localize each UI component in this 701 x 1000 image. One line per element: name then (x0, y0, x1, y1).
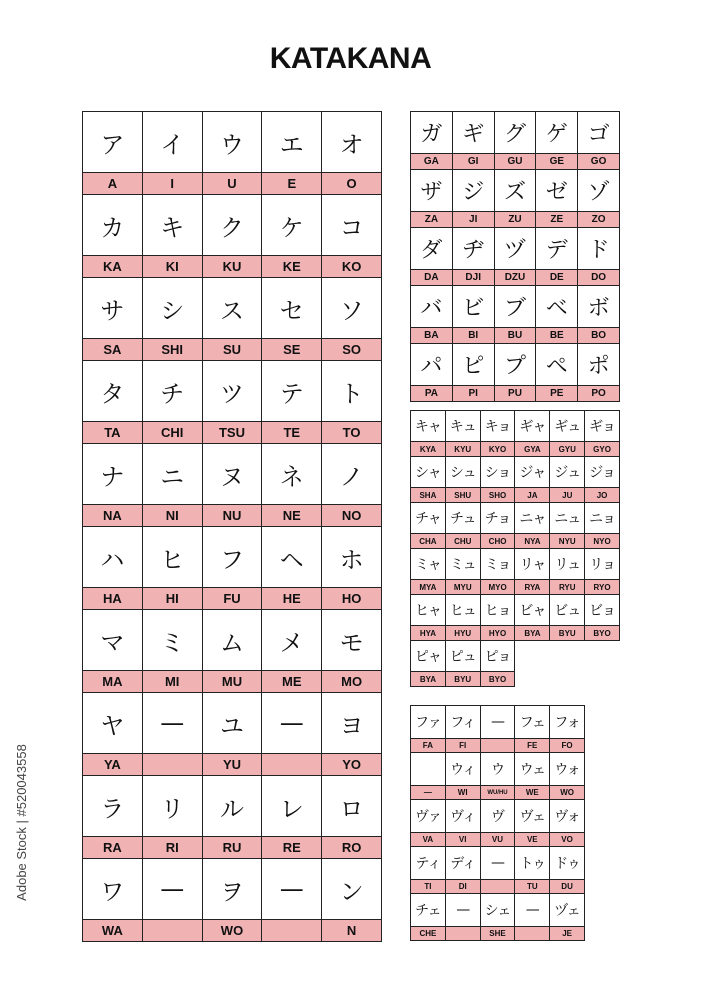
romaji-cell: KO (322, 256, 382, 278)
kana-cell: ゴ (578, 112, 620, 154)
romaji-cell: TO (322, 422, 382, 444)
romaji-cell: — (411, 786, 446, 800)
romaji-cell: JE (550, 927, 585, 941)
romaji-cell: SHO (481, 488, 516, 503)
kana-cell: デ (536, 228, 578, 270)
dakuten-table (410, 111, 620, 402)
romaji-cell: BO (578, 328, 620, 344)
romaji-cell: HYU (446, 626, 481, 641)
kana-cell: ヅェ (550, 894, 585, 927)
romaji-cell: JA (515, 488, 550, 503)
romaji-cell: A (83, 173, 143, 195)
romaji-cell: TI (411, 880, 446, 894)
romaji-cell: YO (322, 754, 382, 776)
romaji-cell: O (322, 173, 382, 195)
kana-cell: テ (262, 361, 322, 422)
romaji-cell: KI (143, 256, 203, 278)
kana-cell: ホ (322, 527, 382, 588)
romaji-cell: GA (411, 154, 453, 170)
kana-cell: ン (322, 859, 382, 920)
romaji-cell: E (262, 173, 322, 195)
romaji-cell: YA (83, 754, 143, 776)
romaji-cell: DU (550, 880, 585, 894)
romaji-cell: BYU (446, 672, 481, 687)
kana-cell (411, 753, 446, 786)
romaji-cell: BYO (585, 626, 620, 641)
romaji-cell: TSU (203, 422, 263, 444)
kana-cell: ノ (322, 444, 382, 505)
empty-cell (550, 641, 585, 672)
romaji-cell: HYA (411, 626, 446, 641)
kana-cell: ティ (411, 847, 446, 880)
kana-cell: ファ (411, 706, 446, 739)
romaji-cell: U (203, 173, 263, 195)
kana-cell: — (481, 847, 516, 880)
kana-cell: ヅ (495, 228, 537, 270)
kana-cell: ミョ (481, 549, 516, 580)
kana-cell: シュ (446, 457, 481, 488)
kana-cell: ズ (495, 170, 537, 212)
romaji-cell: PI (453, 386, 495, 402)
kana-cell: ワ (83, 859, 143, 920)
romaji-cell: VI (446, 833, 481, 847)
romaji-cell: NA (83, 505, 143, 527)
kana-cell: ヨ (322, 693, 382, 754)
kana-cell: ゾ (578, 170, 620, 212)
kana-cell: ヒョ (481, 595, 516, 626)
romaji-cell: N (322, 920, 382, 942)
romaji-cell: SA (83, 339, 143, 361)
kana-cell: ディ (446, 847, 481, 880)
kana-cell: ドゥ (550, 847, 585, 880)
kana-cell: ピ (453, 344, 495, 386)
empty-cell (585, 641, 620, 672)
romaji-cell (262, 920, 322, 942)
romaji-cell: CHU (446, 534, 481, 549)
kana-cell: タ (83, 361, 143, 422)
romaji-cell: JO (585, 488, 620, 503)
kana-cell: キュ (446, 411, 481, 442)
kana-cell: ラ (83, 776, 143, 837)
kana-cell: オ (322, 112, 382, 173)
romaji-cell: ME (262, 671, 322, 693)
kana-cell: — (143, 693, 203, 754)
kana-cell: ユ (203, 693, 263, 754)
romaji-cell: TA (83, 422, 143, 444)
kana-cell: ジ (453, 170, 495, 212)
romaji-cell: MU (203, 671, 263, 693)
romaji-cell: SHA (411, 488, 446, 503)
romaji-cell: ZU (495, 212, 537, 228)
romaji-cell: CHE (411, 927, 446, 941)
kana-cell: ス (203, 278, 263, 339)
romaji-cell: SO (322, 339, 382, 361)
romaji-cell: NE (262, 505, 322, 527)
kana-cell: モ (322, 610, 382, 671)
kana-cell: キ (143, 195, 203, 256)
kana-cell: ギ (453, 112, 495, 154)
kana-cell: シ (143, 278, 203, 339)
romaji-cell: GI (453, 154, 495, 170)
romaji-cell: WE (515, 786, 550, 800)
romaji-cell: FA (411, 739, 446, 753)
kana-cell: ギャ (515, 411, 550, 442)
romaji-cell: JI (453, 212, 495, 228)
romaji-cell: CHA (411, 534, 446, 549)
kana-cell: ヴィ (446, 800, 481, 833)
romaji-cell: DE (536, 270, 578, 286)
kana-cell: ソ (322, 278, 382, 339)
kana-cell: チュ (446, 503, 481, 534)
kana-cell: ツ (203, 361, 263, 422)
romaji-cell: GE (536, 154, 578, 170)
romaji-cell: HE (262, 588, 322, 610)
kana-cell: バ (411, 286, 453, 328)
romaji-cell: NYA (515, 534, 550, 549)
romaji-cell: NYU (550, 534, 585, 549)
romaji-cell: YU (203, 754, 263, 776)
kana-cell: ウォ (550, 753, 585, 786)
romaji-cell: KYA (411, 442, 446, 457)
kana-cell: ゲ (536, 112, 578, 154)
romaji-cell: HYO (481, 626, 516, 641)
empty-cell (585, 672, 620, 687)
kana-cell: ゼ (536, 170, 578, 212)
kana-cell: ピュ (446, 641, 481, 672)
romaji-cell: GO (578, 154, 620, 170)
romaji-cell: RYO (585, 580, 620, 595)
romaji-cell: PU (495, 386, 537, 402)
romaji-cell: WI (446, 786, 481, 800)
kana-cell: ニョ (585, 503, 620, 534)
kana-cell: ビ (453, 286, 495, 328)
kana-cell: キャ (411, 411, 446, 442)
romaji-cell: ZA (411, 212, 453, 228)
romaji-cell (481, 739, 516, 753)
kana-cell: イ (143, 112, 203, 173)
romaji-cell: CHI (143, 422, 203, 444)
romaji-cell: GYO (585, 442, 620, 457)
main-katakana-table (82, 111, 382, 942)
kana-cell: リャ (515, 549, 550, 580)
romaji-cell: FE (515, 739, 550, 753)
romaji-cell: WO (550, 786, 585, 800)
kana-cell: ジョ (585, 457, 620, 488)
kana-cell: ウ (203, 112, 263, 173)
kana-cell: パ (411, 344, 453, 386)
kana-cell: ビュ (550, 595, 585, 626)
romaji-cell: VA (411, 833, 446, 847)
romaji-cell: BE (536, 328, 578, 344)
kana-cell: ニュ (550, 503, 585, 534)
romaji-cell: HO (322, 588, 382, 610)
romaji-cell: RYU (550, 580, 585, 595)
romaji-cell: GYA (515, 442, 550, 457)
kana-cell: フ (203, 527, 263, 588)
romaji-cell: KYU (446, 442, 481, 457)
kana-cell: チ (143, 361, 203, 422)
romaji-cell: MYU (446, 580, 481, 595)
romaji-cell: BYA (515, 626, 550, 641)
kana-cell: シャ (411, 457, 446, 488)
kana-cell: ブ (495, 286, 537, 328)
kana-cell: ピョ (481, 641, 516, 672)
kana-cell: フォ (550, 706, 585, 739)
romaji-cell: MO (322, 671, 382, 693)
romaji-cell: PE (536, 386, 578, 402)
kana-cell: ヴォ (550, 800, 585, 833)
romaji-cell (446, 927, 481, 941)
romaji-cell: NU (203, 505, 263, 527)
romaji-cell: ZE (536, 212, 578, 228)
romaji-cell: MI (143, 671, 203, 693)
romaji-cell: FO (550, 739, 585, 753)
kana-cell: レ (262, 776, 322, 837)
romaji-cell: DO (578, 270, 620, 286)
yoon-table (410, 410, 620, 687)
romaji-cell: BYA (411, 672, 446, 687)
kana-cell: ヲ (203, 859, 263, 920)
romaji-cell: BYU (550, 626, 585, 641)
kana-cell: ギョ (585, 411, 620, 442)
kana-cell: — (143, 859, 203, 920)
romaji-cell: DI (446, 880, 481, 894)
romaji-cell: NI (143, 505, 203, 527)
kana-cell: トゥ (515, 847, 550, 880)
kana-cell: ジャ (515, 457, 550, 488)
kana-cell: ド (578, 228, 620, 270)
romaji-cell: KA (83, 256, 143, 278)
kana-cell: ショ (481, 457, 516, 488)
kana-cell: ガ (411, 112, 453, 154)
kana-cell: ヒ (143, 527, 203, 588)
kana-cell: ニャ (515, 503, 550, 534)
romaji-cell: VU (481, 833, 516, 847)
kana-cell: ロ (322, 776, 382, 837)
kana-cell: ヒュ (446, 595, 481, 626)
romaji-cell: BA (411, 328, 453, 344)
romaji-cell: ZO (578, 212, 620, 228)
kana-cell: ヴェ (515, 800, 550, 833)
kana-cell: ビャ (515, 595, 550, 626)
kana-cell: ウ (481, 753, 516, 786)
kana-cell: ポ (578, 344, 620, 386)
romaji-cell: SHU (446, 488, 481, 503)
kana-cell: ベ (536, 286, 578, 328)
kana-cell: — (515, 894, 550, 927)
romaji-cell: SU (203, 339, 263, 361)
romaji-cell: MYO (481, 580, 516, 595)
romaji-cell (262, 754, 322, 776)
romaji-cell: DA (411, 270, 453, 286)
kana-cell: ニ (143, 444, 203, 505)
kana-cell: ナ (83, 444, 143, 505)
romaji-cell: SHE (481, 927, 516, 941)
kana-cell: ム (203, 610, 263, 671)
kana-cell: ミャ (411, 549, 446, 580)
stock-watermark (6, 743, 36, 901)
kana-cell: — (446, 894, 481, 927)
kana-cell: ヴァ (411, 800, 446, 833)
romaji-cell: RA (83, 837, 143, 859)
kana-cell: キョ (481, 411, 516, 442)
kana-cell: ミ (143, 610, 203, 671)
romaji-cell: KYO (481, 442, 516, 457)
kana-cell: リュ (550, 549, 585, 580)
kana-cell: プ (495, 344, 537, 386)
empty-cell (515, 641, 550, 672)
kana-cell: チョ (481, 503, 516, 534)
kana-cell: ダ (411, 228, 453, 270)
romaji-cell: RE (262, 837, 322, 859)
page-title: KATAKANA (269, 42, 432, 75)
kana-cell: メ (262, 610, 322, 671)
kana-cell: グ (495, 112, 537, 154)
kana-cell: リ (143, 776, 203, 837)
kana-cell: ヴ (481, 800, 516, 833)
empty-cell (550, 672, 585, 687)
romaji-cell (481, 880, 516, 894)
kana-cell: ル (203, 776, 263, 837)
kana-cell: ヌ (203, 444, 263, 505)
kana-cell: ボ (578, 286, 620, 328)
romaji-cell: RYA (515, 580, 550, 595)
kana-cell: チェ (411, 894, 446, 927)
kana-cell: — (262, 859, 322, 920)
kana-cell: シェ (481, 894, 516, 927)
kana-cell: ハ (83, 527, 143, 588)
romaji-cell: JU (550, 488, 585, 503)
romaji-cell (515, 927, 550, 941)
kana-cell: ヒャ (411, 595, 446, 626)
romaji-cell: HI (143, 588, 203, 610)
empty-cell (515, 672, 550, 687)
romaji-cell: RI (143, 837, 203, 859)
romaji-cell: SHI (143, 339, 203, 361)
romaji-cell: HA (83, 588, 143, 610)
romaji-cell: RO (322, 837, 382, 859)
kana-cell: カ (83, 195, 143, 256)
romaji-cell: WO (203, 920, 263, 942)
kana-cell: フィ (446, 706, 481, 739)
kana-cell: フェ (515, 706, 550, 739)
kana-cell: リョ (585, 549, 620, 580)
kana-cell: ウェ (515, 753, 550, 786)
romaji-cell: PA (411, 386, 453, 402)
kana-cell: サ (83, 278, 143, 339)
romaji-cell: MYA (411, 580, 446, 595)
romaji-cell: I (143, 173, 203, 195)
romaji-cell (143, 920, 203, 942)
romaji-cell: CHO (481, 534, 516, 549)
kana-cell: ネ (262, 444, 322, 505)
kana-cell: ビョ (585, 595, 620, 626)
kana-cell: ジュ (550, 457, 585, 488)
romaji-cell: FU (203, 588, 263, 610)
kana-cell: ザ (411, 170, 453, 212)
romaji-cell: TU (515, 880, 550, 894)
kana-cell: ク (203, 195, 263, 256)
romaji-cell: FI (446, 739, 481, 753)
kana-cell: セ (262, 278, 322, 339)
kana-cell: ヂ (453, 228, 495, 270)
romaji-cell (143, 754, 203, 776)
kana-cell: コ (322, 195, 382, 256)
kana-cell: ヘ (262, 527, 322, 588)
kana-cell: ウィ (446, 753, 481, 786)
romaji-cell: TE (262, 422, 322, 444)
romaji-cell: SE (262, 339, 322, 361)
romaji-cell: WU/HU (481, 786, 516, 800)
romaji-cell: KU (203, 256, 263, 278)
kana-cell: — (262, 693, 322, 754)
kana-cell: ミュ (446, 549, 481, 580)
romaji-cell: NYO (585, 534, 620, 549)
romaji-cell: DJI (453, 270, 495, 286)
kana-cell: ケ (262, 195, 322, 256)
kana-cell: ト (322, 361, 382, 422)
romaji-cell: BI (453, 328, 495, 344)
kana-cell: ヤ (83, 693, 143, 754)
romaji-cell: BYO (481, 672, 516, 687)
kana-cell: — (481, 706, 516, 739)
romaji-cell: DZU (495, 270, 537, 286)
kana-cell: ペ (536, 344, 578, 386)
kana-cell: チャ (411, 503, 446, 534)
kana-cell: ア (83, 112, 143, 173)
kana-cell: ピャ (411, 641, 446, 672)
kana-cell: マ (83, 610, 143, 671)
romaji-cell: MA (83, 671, 143, 693)
romaji-cell: RU (203, 837, 263, 859)
romaji-cell: GYU (550, 442, 585, 457)
romaji-cell: PO (578, 386, 620, 402)
romaji-cell: BU (495, 328, 537, 344)
romaji-cell: NO (322, 505, 382, 527)
kana-cell: エ (262, 112, 322, 173)
stock-id-text: Adobe Stock | #520043558 (13, 743, 29, 901)
kana-cell: ギュ (550, 411, 585, 442)
romaji-cell: GU (495, 154, 537, 170)
romaji-cell: VO (550, 833, 585, 847)
extended-katakana-table (410, 705, 585, 941)
romaji-cell: WA (83, 920, 143, 942)
romaji-cell: VE (515, 833, 550, 847)
romaji-cell: KE (262, 256, 322, 278)
